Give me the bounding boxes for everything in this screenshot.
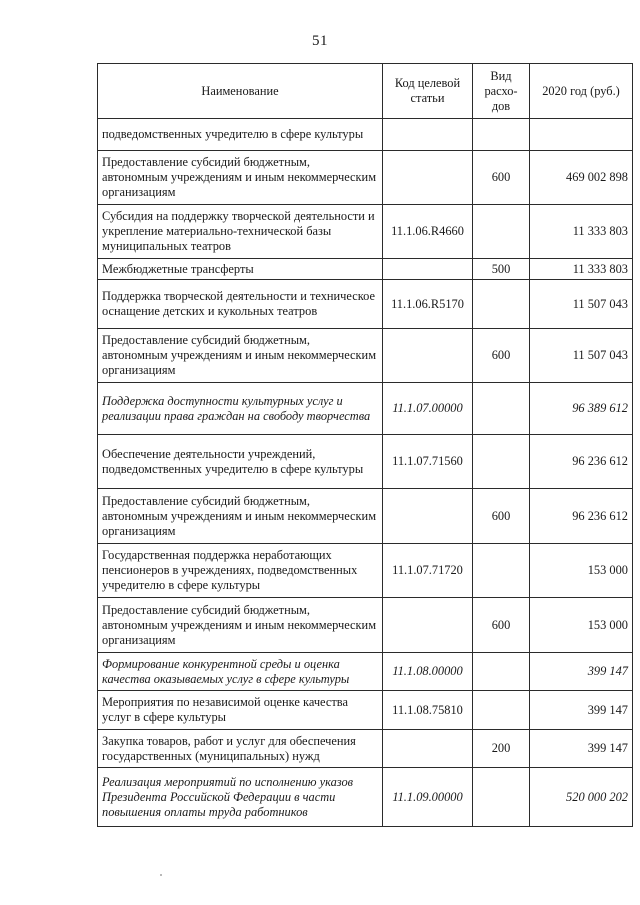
row-amount-cell: 399 147 xyxy=(530,653,633,691)
row-name-cell: Предоставление субсидий бюджетным, автономным учреждениям и иным некоммерческим организациям xyxy=(98,489,383,544)
table-row xyxy=(98,489,633,544)
page-number: 51 xyxy=(312,33,328,49)
row-amount-cell: 11 507 043 xyxy=(530,280,633,329)
row-type-cell: 600 xyxy=(473,151,530,205)
row-name-cell: Формирование конкурентной среды и оценка качества оказываемых услуг в сфере культуры xyxy=(98,653,383,691)
row-name-cell: Предоставление субсидий бюджетным, автономным учреждениям и иным некоммерческим организациям xyxy=(98,329,383,383)
row-amount-cell: 399 147 xyxy=(530,730,633,768)
row-amount-cell: 96 389 612 xyxy=(530,383,633,435)
row-amount-cell: 469 002 898 xyxy=(530,151,633,205)
row-name-cell: Реализация мероприятий по исполнению указов Президента Российской Федерации в части повышения оплаты труда работников xyxy=(98,768,383,827)
row-name-cell: подведомственных учредителю в сфере культуры xyxy=(98,119,383,151)
table-row xyxy=(98,259,633,280)
row-amount-cell: 11 507 043 xyxy=(530,329,633,383)
row-type-cell xyxy=(473,691,530,730)
row-amount-cell: 520 000 202 xyxy=(530,768,633,827)
table-row xyxy=(98,151,633,205)
table-header-row xyxy=(98,64,633,119)
row-code-cell xyxy=(383,151,473,205)
table-row xyxy=(98,383,633,435)
row-name-cell: Обеспечение деятельности учреждений, подведомственных учредителю в сфере культуры xyxy=(98,435,383,489)
row-name-cell: Предоставление субсидий бюджетным, автономным учреждениям и иным некоммерческим организациям xyxy=(98,151,383,205)
row-name-cell: Закупка товаров, работ и услуг для обеспечения государственных (муниципальных) нужд xyxy=(98,730,383,768)
row-code-cell: 11.1.06.R5170 xyxy=(383,280,473,329)
row-code-cell: 11.1.07.00000 xyxy=(383,383,473,435)
row-type-cell: 600 xyxy=(473,489,530,544)
row-amount-cell xyxy=(530,119,633,151)
row-type-cell xyxy=(473,280,530,329)
table-row xyxy=(98,653,633,691)
table-row xyxy=(98,435,633,489)
table-row xyxy=(98,768,633,827)
row-name-cell: Поддержка творческой деятельности и техническое оснащение детских и кукольных театров xyxy=(98,280,383,329)
table-row xyxy=(98,598,633,653)
row-type-cell: 600 xyxy=(473,598,530,653)
row-type-cell xyxy=(473,205,530,259)
row-amount-cell: 399 147 xyxy=(530,691,633,730)
row-amount-cell: 96 236 612 xyxy=(530,489,633,544)
row-name-cell: Мероприятия по независимой оценке качества услуг в сфере культуры xyxy=(98,691,383,730)
table-row xyxy=(98,119,633,151)
row-type-cell: 600 xyxy=(473,329,530,383)
row-name-cell: Поддержка доступности культурных услуг и реализации права граждан на свободу творчества xyxy=(98,383,383,435)
table-row xyxy=(98,730,633,768)
row-code-cell: 11.1.08.75810 xyxy=(383,691,473,730)
header-amount: 2020 год (руб.) xyxy=(530,64,633,119)
row-code-cell xyxy=(383,329,473,383)
row-name-cell: Субсидия на поддержку творческой деятельности и укрепление материально-технической базы муниципальных театров xyxy=(98,205,383,259)
row-type-cell: 500 xyxy=(473,259,530,280)
row-amount-cell: 11 333 803 xyxy=(530,205,633,259)
row-code-cell xyxy=(383,119,473,151)
row-name-cell: Межбюджетные трансферты xyxy=(98,259,383,280)
row-type-cell xyxy=(473,119,530,151)
header-type: Вид расхо-дов xyxy=(473,64,530,119)
header-name: Наименование xyxy=(98,64,383,119)
table-row xyxy=(98,691,633,730)
row-type-cell xyxy=(473,435,530,489)
table-row xyxy=(98,544,633,598)
row-code-cell: 11.1.06.R4660 xyxy=(383,205,473,259)
row-type-cell xyxy=(473,653,530,691)
table-row xyxy=(98,280,633,329)
row-type-cell xyxy=(473,383,530,435)
row-type-cell xyxy=(473,768,530,827)
row-type-cell: 200 xyxy=(473,730,530,768)
row-type-cell xyxy=(473,544,530,598)
row-amount-cell: 96 236 612 xyxy=(530,435,633,489)
row-code-cell: 11.1.07.71720 xyxy=(383,544,473,598)
table-row xyxy=(98,329,633,383)
row-name-cell: Предоставление субсидий бюджетным, автономным учреждениям и иным некоммерческим организациям xyxy=(98,598,383,653)
budget-table xyxy=(97,63,633,827)
row-amount-cell: 153 000 xyxy=(530,598,633,653)
scan-artifact xyxy=(160,874,162,876)
row-code-cell: 11.1.09.00000 xyxy=(383,768,473,827)
row-code-cell xyxy=(383,489,473,544)
row-amount-cell: 11 333 803 xyxy=(530,259,633,280)
row-code-cell xyxy=(383,598,473,653)
row-name-cell: Государственная поддержка неработающих пенсионеров в учреждениях, подведомственных учредителю в сфере культуры xyxy=(98,544,383,598)
row-code-cell: 11.1.08.00000 xyxy=(383,653,473,691)
row-code-cell xyxy=(383,730,473,768)
table-row xyxy=(98,205,633,259)
row-code-cell xyxy=(383,259,473,280)
row-code-cell: 11.1.07.71560 xyxy=(383,435,473,489)
table-body xyxy=(98,119,633,827)
row-amount-cell: 153 000 xyxy=(530,544,633,598)
header-code: Код целевой статьи xyxy=(383,64,473,119)
